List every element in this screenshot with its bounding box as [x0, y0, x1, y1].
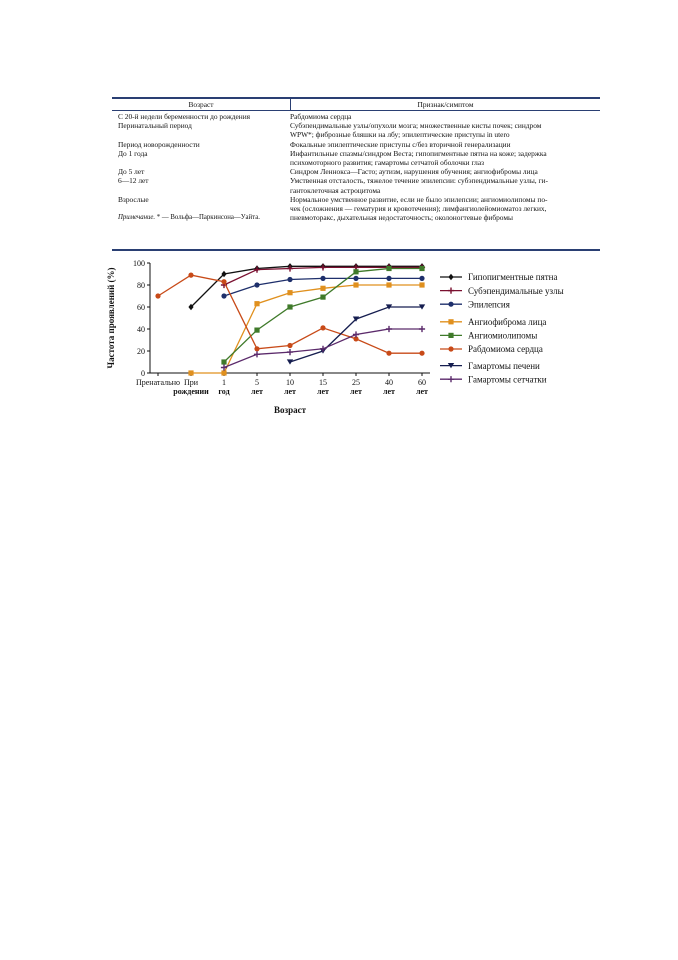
data-point	[188, 370, 193, 375]
symptom-line: чек (осложнения — гематурия и кровотечения); лимфангиолейомиоматоз легких,	[290, 204, 547, 214]
data-point	[287, 304, 292, 309]
x-tick-label: Пренатально	[135, 378, 181, 387]
symptom-line: психомоторного развития; гамартомы сетчатой оболочки глаз	[290, 158, 485, 168]
data-point	[221, 370, 226, 375]
y-tick-label: 20	[137, 347, 145, 356]
table-row	[112, 121, 600, 139]
symptom-line: Нормальное умственное развитие, если не было эпилепсии; ангиомиолипомы по-	[290, 194, 548, 204]
x-tick-label: год	[218, 387, 230, 396]
age-cell: Взрослые	[118, 194, 149, 204]
symptom-line: гантоклеточная астроцитома	[290, 185, 381, 195]
header-symptom: Признак/симптом	[290, 99, 600, 110]
symptom-line: Синдром Леннокса—Гасто; аутизм, нарушения обучения; ангиофибромы лица	[290, 167, 538, 177]
data-point	[353, 331, 359, 337]
x-axis-title: Возраст	[273, 405, 307, 415]
legend-label: Гипопигментные пятна	[468, 272, 558, 283]
note-text: * — Вольфа—Паркинсона—Уайта.	[155, 214, 260, 222]
data-point	[386, 326, 392, 332]
x-tick-label: 10	[286, 378, 294, 387]
legend-marker	[448, 376, 454, 382]
table-body	[112, 111, 600, 213]
x-tick-label: 15	[319, 378, 327, 387]
table-row	[112, 167, 600, 176]
symptom-cell	[290, 149, 600, 167]
x-tick-label: лет	[383, 387, 395, 396]
data-point	[221, 279, 226, 284]
symptom-line: Субэпендимальные узлы/опухоли мозга; множественные кисты почек; синдром	[290, 121, 542, 131]
y-tick-label: 100	[133, 259, 145, 268]
y-tick-label: 80	[137, 281, 145, 290]
age-cell: До 1 года	[118, 148, 148, 158]
symptom-cell	[290, 121, 600, 139]
header-age: Возраст	[188, 99, 214, 109]
x-tick-label: 25	[352, 378, 360, 387]
symptom-table	[112, 97, 600, 251]
symptom-line: Фокальные эпилептические приступы с/без вторичной генерализации	[290, 139, 511, 149]
data-point	[254, 267, 260, 273]
table-note-row	[112, 213, 600, 222]
symptom-cell	[290, 140, 600, 149]
x-tick-label: лет	[284, 387, 296, 396]
data-point	[188, 273, 193, 278]
data-point	[386, 276, 391, 281]
note-label: Примечание.	[118, 214, 156, 222]
legend-marker	[448, 333, 453, 338]
legend-label: Ангиомиолипомы	[468, 330, 538, 341]
table-row	[112, 149, 600, 167]
x-tick-label: 1	[222, 378, 226, 387]
data-point	[287, 277, 292, 282]
data-point	[287, 349, 293, 355]
data-point	[155, 293, 160, 298]
legend-marker	[448, 274, 453, 280]
data-point	[320, 295, 325, 300]
x-tick-label: При	[183, 378, 199, 387]
legend-marker	[448, 346, 453, 351]
age-cell: С 20-й недели беременности до рождения	[118, 112, 251, 121]
table-header	[112, 99, 600, 111]
symptom-cell	[290, 176, 600, 194]
y-axis-title: Частота проявлений (%)	[106, 267, 116, 369]
table-row	[112, 176, 600, 194]
legend-label: Рабдомиома сердца	[468, 344, 543, 355]
data-point	[287, 359, 293, 364]
data-point	[419, 351, 424, 356]
data-point	[221, 359, 226, 364]
table-row	[112, 112, 600, 121]
age-cell: Перинатальный период	[118, 121, 192, 131]
data-point	[353, 269, 358, 274]
symptom-cell	[290, 195, 600, 213]
data-point	[287, 343, 292, 348]
legend-marker	[448, 288, 454, 294]
data-point	[254, 346, 259, 351]
symptom-cell	[290, 167, 600, 176]
data-point	[287, 290, 292, 295]
data-point	[419, 276, 424, 281]
x-tick-label: рождении	[173, 387, 209, 396]
legend-marker	[448, 302, 453, 307]
age-cell: 6—12 лет	[118, 176, 149, 186]
data-point	[419, 282, 424, 287]
data-point	[320, 276, 325, 281]
data-point	[353, 276, 358, 281]
x-tick-label: лет	[317, 387, 329, 396]
table-row	[112, 195, 600, 213]
y-tick-label: 40	[137, 325, 145, 334]
data-point	[320, 286, 325, 291]
legend-label: Гамартомы печени	[468, 360, 540, 371]
legend-label: Субэпендимальные узлы	[468, 285, 564, 296]
table-row	[112, 140, 600, 149]
data-point	[386, 282, 391, 287]
note-continuation: пневмоторакс, дыхательная недостаточность; околоногтевые фибромы	[290, 213, 513, 223]
data-point	[254, 301, 259, 306]
data-point	[320, 264, 326, 270]
data-point	[254, 351, 260, 357]
legend-marker	[448, 319, 453, 324]
frequency-chart	[100, 255, 600, 415]
legend-label: Ангиофиброма лица	[468, 317, 547, 327]
data-point	[254, 328, 259, 333]
series-line-6	[158, 275, 422, 353]
age-cell: Период новорожденности	[118, 139, 200, 149]
x-tick-label: лет	[416, 387, 428, 396]
x-tick-label: лет	[251, 387, 263, 396]
x-tick-label: лет	[350, 387, 362, 396]
symptom-line: Умственная отсталость, тяжелое течение эпилепсии: субэпендимальные узлы, ги-	[290, 176, 548, 186]
symptom-cell	[290, 112, 600, 121]
data-point	[254, 282, 259, 287]
symptom-line: Рабдомиома сердца	[290, 112, 352, 121]
data-point	[221, 293, 226, 298]
y-tick-label: 0	[141, 369, 145, 378]
table-note	[112, 213, 290, 222]
data-point	[386, 351, 391, 356]
legend-label: Эпилепсия	[468, 299, 510, 310]
data-point	[419, 266, 424, 271]
x-tick-label: 60	[418, 378, 426, 387]
legend-label: Гамартомы сетчатки	[468, 374, 547, 385]
age-cell: До 5 лет	[118, 167, 145, 177]
data-point	[353, 282, 358, 287]
symptom-line: WPW*; фиброзные бляшки на лбу; эпилептические приступы in utero	[290, 130, 510, 140]
data-point	[419, 326, 425, 332]
data-point	[320, 346, 326, 352]
y-tick-label: 60	[137, 303, 145, 312]
symptom-line: Инфантильные спазмы/синдром Веста; гипопигментные пятна на коже; задержка	[290, 148, 547, 158]
x-tick-label: 5	[255, 378, 259, 387]
x-tick-label: 40	[385, 378, 393, 387]
data-point	[320, 325, 325, 330]
data-point	[386, 266, 391, 271]
